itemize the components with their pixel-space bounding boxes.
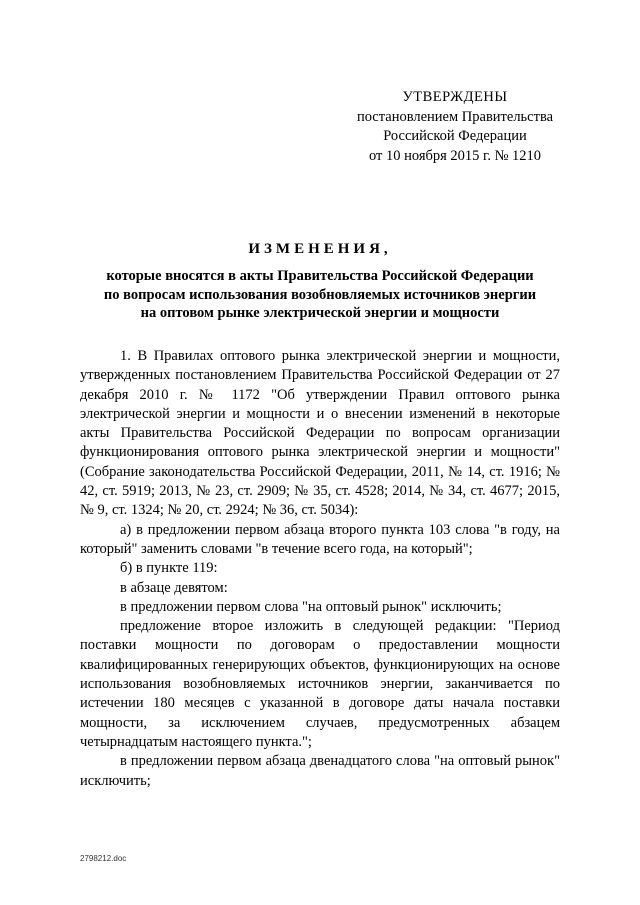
document-subtitle-line-1: которые вносятся в акты Правительства Российской Федерации xyxy=(106,268,534,284)
approved-label: УТВЕРЖДЕНЫ xyxy=(402,89,508,105)
paragraph-7: в предложении первом абзаца двенадцатого слова "на оптовый рынок" исключить; xyxy=(80,753,560,789)
document-heading xyxy=(60,239,580,323)
document-body xyxy=(80,347,560,791)
approval-country: Российской Федерации xyxy=(383,128,527,144)
document-title: ИЗМЕНЕНИЯ, xyxy=(248,241,392,257)
approval-block xyxy=(340,88,570,166)
approval-date-number: от 10 ноября 2015 г. № 1210 xyxy=(368,147,542,164)
approval-authority: постановлением Правительства xyxy=(356,108,554,125)
paragraph-5: в предложении первом слова "на оптовый рынок" исключить; xyxy=(120,598,502,615)
paragraph-2: а) в предложении первом абзаца второго пункта 103 слова "в году, на который" заменить словами "в течение всего года, на который"; xyxy=(80,521,560,557)
paragraph-3: б) в пункте 119: xyxy=(120,560,218,577)
document-subtitle-line-2: по вопросам использования возобновляемых источников энергии xyxy=(103,286,537,303)
paragraph-4: в абзаце девятом: xyxy=(120,579,228,596)
paragraph-6: предложение второе изложить в следующей редакции: "Период поставки мощности по договорам о предоставлении мощности квалифицированных генерирующих объектов, функционирующих на основе использования возобновляемых источников энергии, заканчивается по истечении 180 месяцев с указанной в договоре даты начала поставки мощности, за исключением случаев, предусмотренных абзацем четырнадцатым настоящего пункта."; xyxy=(80,618,560,750)
footer-filename: 2798212.doc xyxy=(80,854,127,863)
document-subtitle-line-3: на оптовом рынке электрической энергии и мощности xyxy=(140,305,500,321)
paragraph-1: 1. В Правилах оптового рынка электрической энергии и мощности, утвержденных постановлением Правительства Российской Федерации от 27 декабря 2010 г. № 1172 "Об утверждении Правил оптового рынка электрической энергии и мощности и о внесении изменений в некоторые акты Правительства Российской Федерации по вопросам организации функционирования оптового рынка электрической энергии и мощности" (Собрание законодательства Российской Федерации, 2011, № 14, ст. 1916; № 42, ст. 5919; 2013, № 23, ст. 2909; № 35, ст. 4528; 2014, № 34, ст. 4677; 2015, № 9, ст. 1324; № 20, ст. 2924; № 36, ст. 5034): xyxy=(80,348,560,519)
